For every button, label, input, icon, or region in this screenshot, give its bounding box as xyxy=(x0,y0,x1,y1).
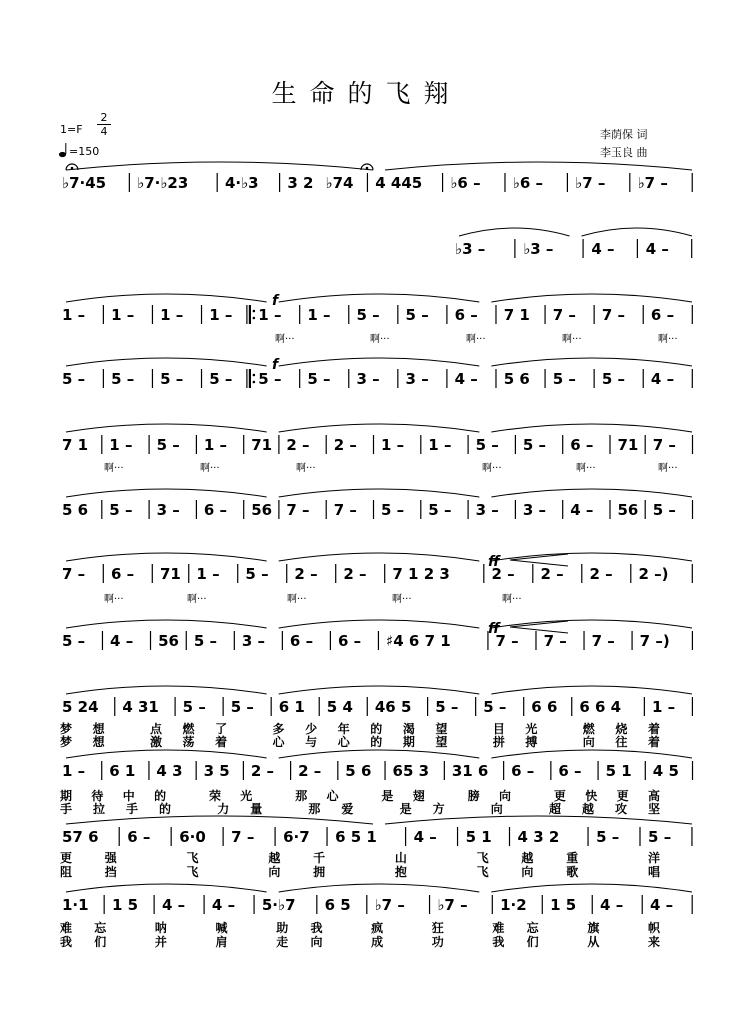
note-group: 1 – xyxy=(109,436,133,454)
note-group: 2 – xyxy=(343,565,367,583)
note-group: 7 – xyxy=(231,828,255,846)
note-group: ♭7 – xyxy=(637,174,668,192)
note-group: 1 – xyxy=(160,306,184,324)
note-group: 1 – xyxy=(203,436,228,454)
lyricist-credit: 李荫保 词 xyxy=(600,128,648,141)
note-group: 7 – xyxy=(601,306,626,324)
note-group: 6 – xyxy=(511,762,535,780)
note-group: ♭7·♭23 xyxy=(137,174,189,192)
repeat-dot xyxy=(253,381,256,384)
vocalise-text: 啊··· xyxy=(200,463,220,474)
slur-arc xyxy=(66,358,267,366)
note-group: ♭7 – xyxy=(575,174,606,192)
time-numerator: 2 xyxy=(100,111,108,124)
note-group: 5 – xyxy=(62,370,86,388)
slur-arc xyxy=(279,884,480,892)
slur-arc xyxy=(385,162,692,170)
note-group: 57 6 xyxy=(62,828,99,846)
note-group: 5 – xyxy=(258,370,282,388)
note-group: 5 – xyxy=(245,565,269,583)
note-group: ♭74 xyxy=(325,174,354,192)
note-group: 1 – xyxy=(381,436,405,454)
dynamic-mark: f xyxy=(272,357,279,373)
slur-arc xyxy=(459,228,570,236)
note-group: 3 – xyxy=(356,370,380,388)
note-group: 2 – xyxy=(294,565,318,583)
vocalise-text: 啊··· xyxy=(104,594,124,605)
composer-credit: 李玉良 曲 xyxy=(600,146,648,159)
note-group: ♭7 – xyxy=(374,896,405,914)
note-group: 1 – xyxy=(62,762,86,780)
note-group: 7 1 xyxy=(62,436,89,454)
note-group: 4 3 2 xyxy=(517,828,560,846)
slur-arc xyxy=(66,424,267,432)
note-group: ♯4 6 7 1 xyxy=(386,632,451,650)
slur-arc xyxy=(66,294,267,302)
vocalise-text: 啊··· xyxy=(576,463,596,474)
note-group: 4 3 xyxy=(156,762,183,780)
slur-arc xyxy=(66,816,373,824)
note-group: 5 24 xyxy=(62,698,99,716)
lyric-line: 更强 飞 越千 山 飞越重 洋 xyxy=(60,851,660,865)
vocalise-text: 啊··· xyxy=(287,594,307,605)
note-group: 2 –) xyxy=(638,565,669,583)
slur-arc xyxy=(66,489,267,497)
note-group: 6 6 xyxy=(531,698,558,716)
note-group: ♭7 – xyxy=(437,896,468,914)
note-group: 5 – xyxy=(652,501,676,519)
note-group: 5·♭7 xyxy=(261,896,296,914)
note-group: 4 – xyxy=(570,501,594,519)
vocalise-text: 啊··· xyxy=(187,594,207,605)
note-group: 7 – xyxy=(591,632,615,650)
note-group: 5 4 xyxy=(326,698,353,716)
vocalise-text: 啊··· xyxy=(370,334,390,345)
note-group: 46 5 xyxy=(374,698,412,716)
note-group: 6·0 xyxy=(179,828,206,846)
note-group: 3 5 xyxy=(203,762,230,780)
note-group: 56 xyxy=(617,501,639,519)
lyric-line: 手拉手的 力量 那爱 是方 向 超越攻坚 xyxy=(60,802,661,816)
note-group: 5 – xyxy=(356,306,380,324)
note-group: 1 – xyxy=(196,565,220,583)
note-group: 6 – xyxy=(127,828,151,846)
note-group: 5 6 xyxy=(345,762,372,780)
vocalise-text: 啊··· xyxy=(562,334,582,345)
note-group: 7 –) xyxy=(639,632,670,650)
slur-arc xyxy=(279,294,480,302)
note-group: 3 2 xyxy=(287,174,314,192)
note-group: 5 – xyxy=(111,370,135,388)
note-group: 71 xyxy=(251,436,273,454)
note-group: 5 – xyxy=(475,436,499,454)
note-group: 1 5 xyxy=(550,896,577,914)
note-group: 4 31 xyxy=(122,698,159,716)
note-group: 3 – xyxy=(156,501,180,519)
vocalise-text: 啊··· xyxy=(392,594,412,605)
note-group: 5 – xyxy=(182,698,206,716)
note-group: 1·2 xyxy=(500,896,527,914)
note-group: 7 1 2 3 xyxy=(392,565,450,583)
note-group: 6 5 1 xyxy=(335,828,377,846)
slur-arc xyxy=(491,686,692,694)
note-group: ♭3 – xyxy=(455,240,486,258)
note-group: 5 – xyxy=(156,436,180,454)
note-group: 5 1 xyxy=(465,828,492,846)
note-group: 2 – xyxy=(286,436,310,454)
note-group: 6 5 xyxy=(324,896,351,914)
note-group: 6 6 4 xyxy=(579,698,622,716)
note-group: 6 – xyxy=(203,501,228,519)
time-denominator: 4 xyxy=(100,125,108,138)
note-group: 5 – xyxy=(435,698,459,716)
note-group: 5 – xyxy=(483,698,507,716)
slur-arc xyxy=(491,358,692,366)
slur-arc xyxy=(279,424,480,432)
note-group: 7 – xyxy=(552,306,576,324)
song-title: 生命的飞翔 xyxy=(271,79,462,108)
note-group: ♭7·45 xyxy=(62,174,107,192)
note-group: 5 1 xyxy=(605,762,632,780)
lyric-line: 期待中的 荣光 那心 是翅 膀向 更快更高 xyxy=(60,789,661,803)
note-group: 6 1 xyxy=(278,698,305,716)
slur-arc xyxy=(491,620,692,628)
note-group: 4 – xyxy=(600,896,624,914)
note-group: 6 – xyxy=(558,762,582,780)
note-group: 1 – xyxy=(651,698,676,716)
note-group: 5 – xyxy=(522,436,547,454)
note-group: ♭3 – xyxy=(523,240,554,258)
lyric-line: 阻挡 飞 向拥 抱 飞向歌 唱 xyxy=(60,865,660,879)
note-group: 5 – xyxy=(209,370,233,388)
note-group: 3 – xyxy=(241,632,266,650)
slur-arc xyxy=(66,750,267,758)
slur-arc xyxy=(385,816,692,824)
slur-arc xyxy=(279,358,480,366)
note-group: 6 – xyxy=(110,565,135,583)
note-group: 2 – xyxy=(491,565,515,583)
note-group: 6 – xyxy=(454,306,478,324)
key-signature: 1=F xyxy=(60,123,83,136)
note-group: 5 – xyxy=(405,306,429,324)
repeat-dot xyxy=(253,317,256,320)
lyric-line: 梦想 点燃了 多少年的渴望 目光 燃烧着 xyxy=(60,722,660,736)
lyric-line: 我们 并 肩 走向 成 功 我们 从 来 xyxy=(60,935,661,949)
note-group: 4 – xyxy=(413,828,437,846)
vocalise-text: 啊··· xyxy=(296,463,316,474)
note-group: 4 – xyxy=(650,370,675,388)
lyric-line: 难忘 呐 喊 助我 疯 狂 难忘 旗 帜 xyxy=(60,921,661,935)
note-group: 5 6 xyxy=(503,370,530,388)
repeat-dot xyxy=(253,374,256,377)
dynamic-mark: f xyxy=(272,293,279,309)
note-group: 7 – xyxy=(495,632,519,650)
note-group: 1 – xyxy=(258,306,282,324)
note-group: 5 – xyxy=(230,698,254,716)
slur-arc xyxy=(279,620,480,628)
slur-arc xyxy=(66,686,267,694)
note-group: 1 – xyxy=(307,306,331,324)
note-group: 56 xyxy=(158,632,179,650)
note-group: ♭6 – xyxy=(450,174,481,192)
note-group: 7 – xyxy=(543,632,567,650)
lyric-line: 梦想 激荡着 心与心的期望 拼搏 向往着 xyxy=(60,735,660,749)
note-group: 5 – xyxy=(62,632,86,650)
note-group: 6·7 xyxy=(283,828,310,846)
note-group: 65 3 xyxy=(392,762,430,780)
note-group: 2 – xyxy=(298,762,322,780)
note-group: 2 – xyxy=(333,436,357,454)
note-group: 3 – xyxy=(405,370,429,388)
slur-arc xyxy=(279,750,480,758)
note-group: 2 – xyxy=(250,762,275,780)
note-group: 31 6 xyxy=(451,762,489,780)
note-group: 6 – xyxy=(289,632,314,650)
note-group: 4 – xyxy=(211,896,236,914)
note-group: 7 – xyxy=(333,501,357,519)
note-group: 5 – xyxy=(307,370,331,388)
dynamic-mark: ff xyxy=(488,621,500,637)
note-group: 2 – xyxy=(589,565,613,583)
note-group: 5 – xyxy=(381,501,405,519)
slur-arc xyxy=(582,228,693,236)
note-group: 7 – xyxy=(652,436,676,454)
note-group: 6 1 xyxy=(109,762,136,780)
slur-arc xyxy=(491,553,692,561)
note-group: 1 – xyxy=(428,436,452,454)
note-group: 4 – xyxy=(650,896,674,914)
slur-arc xyxy=(491,884,692,892)
note-group: 4·♭3 xyxy=(224,174,259,192)
note-group: 5 6 xyxy=(62,501,89,519)
vocalise-text: 啊··· xyxy=(275,334,295,345)
note-group: 4 – xyxy=(161,896,186,914)
note-group: 4 445 xyxy=(375,174,423,192)
tempo-value: =150 xyxy=(69,145,100,158)
vocalise-text: 啊··· xyxy=(658,463,678,474)
slur-arc xyxy=(279,489,480,497)
note-group: 5 – xyxy=(552,370,576,388)
note-group: 1 – xyxy=(209,306,233,324)
note-group: 4 – xyxy=(110,632,134,650)
slur-arc xyxy=(491,489,692,497)
fermata-dot xyxy=(71,167,74,170)
note-group: 7 – xyxy=(286,501,310,519)
slur-arc xyxy=(66,162,373,170)
note-group: 1 – xyxy=(111,306,135,324)
vocalise-text: 啊··· xyxy=(466,334,486,345)
note-group: 5 – xyxy=(596,828,620,846)
note-group: 5 – xyxy=(109,501,133,519)
note-group: 5 – xyxy=(648,828,672,846)
note-group: 5 – xyxy=(193,632,218,650)
note-group: 4 5 xyxy=(652,762,679,780)
note-group: 1·1 xyxy=(62,896,89,914)
vocalise-text: 啊··· xyxy=(482,463,502,474)
slur-arc xyxy=(279,686,480,694)
note-group: 7 – xyxy=(62,565,86,583)
vocalise-text: 啊··· xyxy=(104,463,124,474)
slur-arc xyxy=(491,294,692,302)
note-group: 7 1 xyxy=(503,306,530,324)
note-group: 4 – xyxy=(645,240,669,258)
note-group: 6 – xyxy=(337,632,362,650)
vocalise-text: 啊··· xyxy=(658,334,678,345)
note-group: ♭6 – xyxy=(512,174,543,192)
note-group: 4 – xyxy=(454,370,478,388)
note-group: 56 xyxy=(251,501,273,519)
note-group: 5 – xyxy=(160,370,184,388)
note-group: 3 – xyxy=(475,501,499,519)
slur-arc xyxy=(66,620,267,628)
slur-arc xyxy=(279,553,480,561)
note-group: 2 – xyxy=(540,565,564,583)
slur-arc xyxy=(491,750,692,758)
slur-arc xyxy=(66,884,267,892)
note-group: 6 – xyxy=(650,306,675,324)
note-group: 3 – xyxy=(522,501,547,519)
repeat-dot xyxy=(253,310,256,313)
vocalise-text: 啊··· xyxy=(502,594,522,605)
note-group: 1 – xyxy=(62,306,86,324)
dynamic-mark: ff xyxy=(488,554,500,570)
note-group: 1 5 xyxy=(111,896,139,914)
fermata-dot xyxy=(366,167,369,170)
note-group: 6 – xyxy=(570,436,594,454)
slur-arc xyxy=(66,553,267,561)
note-group: 5 – xyxy=(601,370,626,388)
note-group: 71 xyxy=(159,565,181,583)
note-group: 5 – xyxy=(428,501,452,519)
note-group: 4 – xyxy=(591,240,615,258)
slur-arc xyxy=(491,424,692,432)
note-group: 71 xyxy=(617,436,639,454)
